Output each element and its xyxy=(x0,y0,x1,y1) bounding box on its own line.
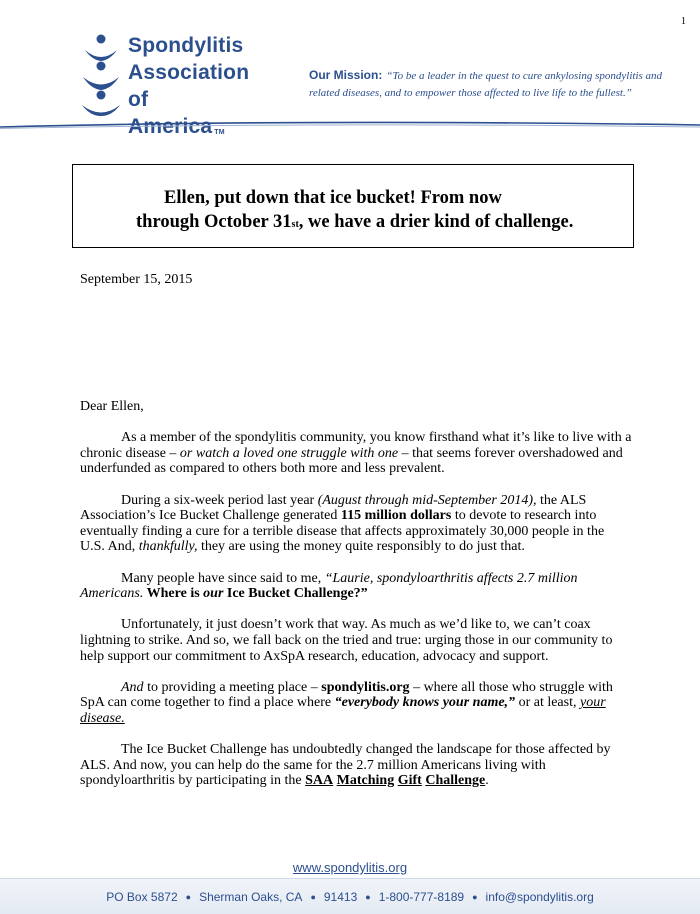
footer-phone: 1-800-777-8189 xyxy=(378,890,465,904)
paragraph-4: Unfortunately, it just doesn’t work that way. As much as we’d like to, we can’t coax lightning to strike. And so, we fall back on the tried and true: urging those in our community to help support our commitment to AxSpA research, education, advocacy and support. xyxy=(80,617,613,664)
trademark: TM xyxy=(214,129,225,136)
logo-line-1: Spondylitis xyxy=(128,34,244,57)
bullet-icon: ● xyxy=(310,892,316,902)
headline-line-1: Ellen, put down that ice bucket! From now xyxy=(164,188,502,208)
header-rule xyxy=(0,121,700,129)
mission-text: “To be a leader in the quest to cure ankylosing spondylitis and related diseases, and to empower those affected to live life to the fullest.” xyxy=(309,70,663,99)
bullet-icon: ● xyxy=(365,892,371,902)
website-reference: spondylitis.org xyxy=(321,679,410,695)
paragraph-2: During a six-week period last year (August through mid-September 2014), the ALS Association’s Ice Bucket Challenge generated 115 million dollars to devote to research into eventually finding a cure for a terrible disease that affects approximately 30,000 people in the U.S. And, thankfully, they are using the money quite responsibly to do just that. xyxy=(80,492,605,555)
saa-logo xyxy=(80,32,250,138)
logo-figures-icon xyxy=(80,34,120,116)
mission-label: Our Mission: xyxy=(309,68,383,82)
letter-body xyxy=(80,399,632,804)
paragraph-3: Many people have since said to me, “Laurie, spondyloarthritis affects 2.7 million Americans. Where is our Ice Bucket Challenge?” xyxy=(80,570,578,602)
paragraph-5: And to providing a meeting place – spondylitis.org – where all those who struggle with SpA can come together to find a place where “everybody knows your name,” or at least, your disease. xyxy=(80,679,613,726)
logo-line-3: of America ™ xyxy=(128,88,225,138)
footer-po-box: PO Box 5872 xyxy=(106,890,178,904)
footer-website[interactable]: www.spondylitis.org xyxy=(292,860,408,875)
salutation: Dear Ellen, xyxy=(80,399,144,414)
logo-line-2: Association xyxy=(128,61,250,84)
headline-line-2: through October 31st, we have a drier kind of challenge. xyxy=(136,212,574,232)
paragraph-6: The Ice Bucket Challenge has undoubtedly changed the landscape for those affected by ALS. And now, you can help do the same for the 2.7 million Americans living with spondyloarthritis by participating in the SAA Matching Gift Challenge. xyxy=(80,742,611,789)
letter-date: September 15, 2015 xyxy=(80,272,193,287)
footer-email[interactable]: info@spondylitis.org xyxy=(485,890,594,904)
mission-statement xyxy=(309,67,669,101)
footer-city: Sherman Oaks, CA xyxy=(199,890,303,904)
headline xyxy=(73,186,633,237)
headline-box xyxy=(72,164,634,248)
ordinal-suffix: st xyxy=(291,219,299,230)
page-number: 1 xyxy=(681,16,686,27)
footer-zip: 91413 xyxy=(323,890,358,904)
footer-contact xyxy=(0,890,700,904)
bullet-icon: ● xyxy=(472,892,478,902)
bullet-icon: ● xyxy=(185,892,192,902)
paragraph-1: As a member of the spondylitis community, you know firsthand what it’s like to live with a chronic disease – or watch a loved one struggle with one – that seems forever overshadowed and underfunded as compared to others both more and less prevalent. xyxy=(80,430,632,477)
